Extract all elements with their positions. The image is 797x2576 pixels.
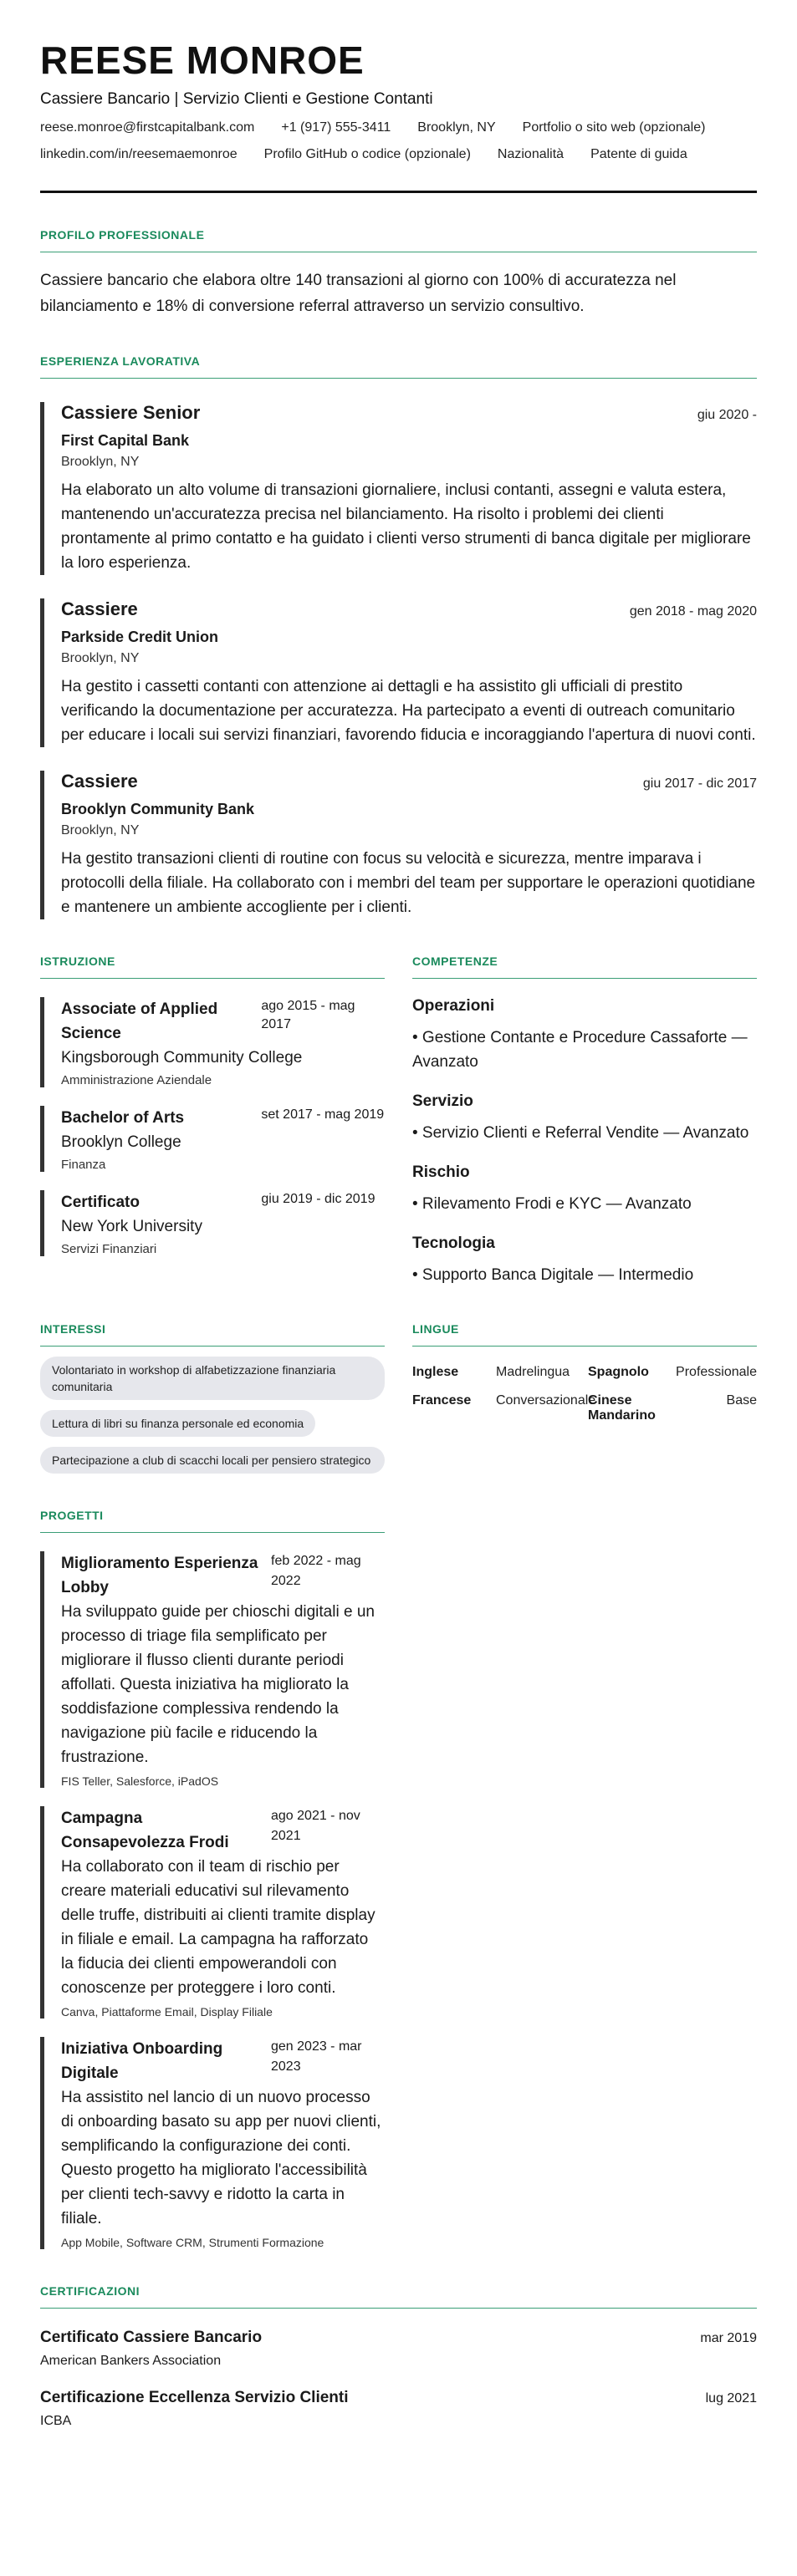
section-title-languages: LINGUE [412,1322,757,1347]
project-dates: gen 2023 - mar 2023 [271,2039,362,2074]
job-description: Ha elaborato un alto volume di transazioni giornaliere, inclusi contanti, assegni e valuta estera, mantenendo un'accuratezza precisa nel bilanciamento. Ha risolto i problemi dei clienti prontamente al primo contatto e ha guidato i clienti verso strumenti di banca digitale per migliorare la loro esperienza. [61,481,751,572]
project-dates: feb 2022 - mag 2022 [271,1554,361,1588]
skill-item: • Supporto Banca Digitale — Intermedio [412,1266,694,1284]
project-title: Miglioramento Esperienza Lobby [61,1555,258,1596]
education-field: Amministrazione Aziendale [61,1073,212,1087]
candidate-subtitle: Cassiere Bancario | Servizio Clienti e Gestione Contanti [40,90,433,108]
interest-pill: Partecipazione a club di scacchi locali per pensiero strategico [40,1447,385,1474]
language-name: Inglese [412,1365,459,1379]
section-title-education: ISTRUZIONE [40,955,385,979]
interest-pill: Lettura di libri su finanza personale ed economia [40,1410,315,1437]
education-dates: ago 2015 - mag 2017 [261,999,355,1031]
profile-summary: Cassiere bancario che elabora oltre 140 transazioni al giorno con 100% di accuratezza nel bilanciamento e 18% di conversione referral attraverso un servizio consultivo. [40,272,677,315]
project-title: Iniziativa Onboarding Digitale [61,2040,223,2082]
job-dates: gen 2018 - mag 2020 [629,604,757,619]
job-dates: giu 2020 - [697,408,757,422]
project-description: Ha collaborato con il team di rischio per creare materiali educativi sul rilevamento delle truffe, distribuiti ai clienti tramite display in filiale e email. La campagna ha rafforzato la fiducia dei clienti empowerandoli con conoscenze per proteggere i loro conti. [61,1858,376,1997]
education-dates: giu 2019 - dic 2019 [261,1192,376,1206]
job-description: Ha gestito transazioni clienti di routine con focus su velocità e sicurezza, mentre imparava i protocolli della filiale. Ha collaborato con i membri del team per supportare le operazioni quotidiane e mantenere un ambiente accogliente per i clienti. [61,850,756,916]
contact-info [40,120,757,174]
header-divider [40,191,757,193]
skills-section [412,919,757,1287]
certification-entry [40,2329,757,2369]
skill-group [412,1092,757,1145]
certifications-section [40,2284,757,2429]
skill-category: Operazioni [412,997,495,1015]
education-school: Brooklyn College [61,1133,181,1151]
education-field: Servizi Finanziari [61,1242,157,1256]
certification-date: lug 2021 [705,2391,757,2405]
certification-date: mar 2019 [700,2331,757,2345]
project-entry [40,1551,385,1788]
education-degree: Bachelor of Arts [61,1109,185,1127]
contact-email[interactable]: reese.monroe@firstcapitalbank.com [40,120,255,135]
job-company: Parkside Credit Union [61,629,219,645]
project-dates: ago 2021 - nov 2021 [271,1809,360,1843]
certification-issuer: ICBA [40,2414,72,2428]
contact-phone[interactable]: +1 (917) 555-3411 [281,120,391,135]
experience-section [40,354,757,919]
skill-item: • Gestione Contante e Procedure Cassaforte — Avanzato [412,1029,748,1071]
job-dates: giu 2017 - dic 2017 [642,776,757,791]
section-title-experience: ESPERIENZA LAVORATIVA [40,354,757,379]
skill-group [412,1163,757,1216]
language-level: Professionale [676,1365,757,1379]
education-entry [40,997,385,1087]
project-entry [40,1806,385,2019]
languages-grid [412,1365,757,1423]
job-title: Cassiere [61,598,138,619]
education-school: New York University [61,1218,202,1235]
certification-title: Certificazione Eccellenza Servizio Clienti [40,2389,349,2406]
resume-header [40,37,757,193]
language-name: Cinese Mandarino [588,1393,656,1423]
job-entry [40,598,757,747]
skill-category: Tecnologia [412,1235,495,1252]
education-school: Kingsborough Community College [61,1049,303,1067]
skill-item: • Rilevamento Frodi e KYC — Avanzato [412,1195,692,1213]
contact-nationality: Nazionalità [497,147,565,161]
job-description: Ha gestito i cassetti contanti con attenzione ai dettagli e ha assistito gli ufficiali di prestito verificando la documentazione per accuratezza. Ha partecipato a eventi di outreach comunitario per educare i locali sui servizi finanziari, favorendo fiducia e incoraggiando l'apertura di nuovi conti. [61,678,756,744]
job-entry [40,771,757,919]
job-company: Brooklyn Community Bank [61,801,255,817]
section-title-projects: PROGETTI [40,1509,385,1533]
interests-languages-row [40,1287,757,1474]
project-entry [40,2037,385,2249]
contact-github[interactable]: Profilo GitHub o codice (opzionale) [263,147,471,161]
education-entry [40,1190,385,1256]
job-location: Brooklyn, NY [61,823,140,837]
contact-linkedin[interactable]: linkedin.com/in/reesemaemonroe [40,147,238,161]
project-tech: FIS Teller, Salesforce, iPadOS [61,1774,219,1788]
language-level: Base [726,1393,757,1408]
job-location: Brooklyn, NY [61,455,140,469]
education-degree: Certificato [61,1194,140,1211]
interests-section [40,1287,385,1474]
section-title-skills: COMPETENZE [412,955,757,979]
language-level: Madrelingua [496,1365,570,1379]
project-title: Campagna Consapevolezza Frodi [61,1810,229,1851]
language-level: Conversazionale [496,1393,596,1408]
projects-section [40,1509,385,2249]
skill-item: • Servizio Clienti e Referral Vendite — Avanzato [412,1124,749,1142]
education-dates: set 2017 - mag 2019 [261,1107,385,1122]
certification-issuer: American Bankers Association [40,2354,222,2368]
education-skills-row [40,919,757,1287]
contact-license: Patente di guida [590,147,687,161]
job-entry [40,402,757,575]
job-title: Cassiere [61,771,138,792]
skill-category: Rischio [412,1163,470,1181]
skill-category: Servizio [412,1092,473,1110]
skill-group [412,997,757,1074]
section-title-certifications: CERTIFICAZIONI [40,2284,757,2309]
profile-section [40,228,757,319]
project-description: Ha assistito nel lancio di un nuovo processo di onboarding basato su app per nuovi clienti, semplificando la configurazione dei conti. Questo progetto ha migliorato l'accessibilità per clienti tech-savvy e ridotto la carta in filiale. [61,2089,381,2227]
section-title-profile: PROFILO PROFESSIONALE [40,228,757,252]
interest-pill: Volontariato in workshop di alfabetizzazione finanziaria comunitaria [40,1357,385,1400]
candidate-name: REESE MONROE [40,38,365,82]
contact-location: Brooklyn, NY [417,120,496,135]
certification-title: Certificato Cassiere Bancario [40,2329,263,2346]
certification-entry [40,2389,757,2429]
education-field: Finanza [61,1158,106,1172]
language-name: Spagnolo [588,1365,649,1379]
job-company: First Capital Bank [61,432,190,449]
section-title-interests: INTERESSI [40,1322,385,1347]
education-section [40,919,385,1287]
languages-section [412,1287,757,1474]
language-name: Francese [412,1393,472,1408]
project-tech: App Mobile, Software CRM, Strumenti Formazione [61,2236,324,2249]
job-location: Brooklyn, NY [61,651,140,665]
contact-website[interactable]: Portfolio o sito web (opzionale) [522,120,706,135]
education-entry [40,1106,385,1172]
project-description: Ha sviluppato guide per chioschi digitali e un processo di triage fila semplificato per migliorare il flusso clienti durante periodi affollati. Questa iniziativa ha migliorato la soddisfazione complessiva rendendo la navigazione più facile e riducendo la frustrazione. [61,1603,375,1766]
skill-group [412,1235,757,1287]
project-tech: Canva, Piattaforme Email, Display Filiale [61,2005,273,2019]
education-degree: Associate of Applied Science [61,1000,218,1042]
job-title: Cassiere Senior [61,402,201,423]
